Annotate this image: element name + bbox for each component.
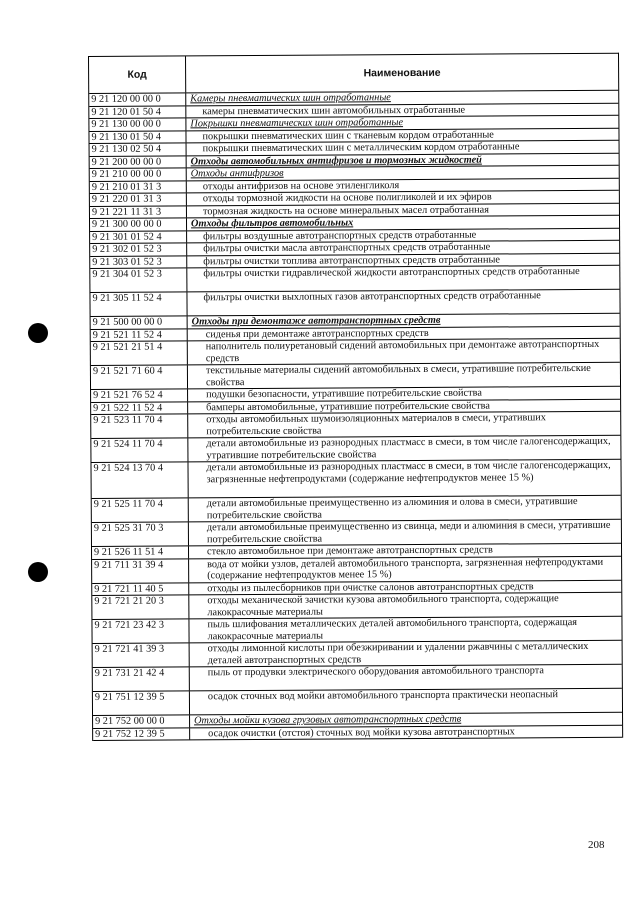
row-code: 9 21 752 12 39 5 — [93, 728, 190, 740]
row-name: отходы автомобильных шумоизоляционных материалов в смеси, утративших потребительские свойства — [206, 412, 546, 437]
table-row — [93, 641, 622, 668]
row-code: 9 21 221 11 31 3 — [90, 206, 187, 218]
row-name: Отходы антифризов — [190, 167, 284, 180]
row-name: пыль от продувки электрического оборудования автомобильного транспорта — [207, 665, 545, 679]
row-code: 9 21 522 11 52 4 — [91, 402, 188, 414]
table-row — [91, 436, 620, 463]
header-code: Код — [89, 56, 186, 93]
row-name: осадок очистки (отстоя) сточных вод мойки кузова автотранспортных — [208, 725, 515, 739]
row-code: 9 21 521 76 52 4 — [91, 389, 188, 401]
row-code: 9 21 523 11 70 4 — [91, 414, 188, 438]
row-name: отходы антифризов на основе этиленгликоля — [202, 179, 400, 192]
row-code: 9 21 752 00 00 0 — [93, 715, 190, 727]
table-row — [92, 520, 621, 547]
row-name: Камеры пневматических шин отработанные — [190, 92, 391, 105]
row-code: 9 21 305 11 52 4 — [90, 292, 187, 316]
table-header — [89, 54, 618, 94]
row-name: покрышки пневматических шин с тканевым кордом отработанные — [202, 129, 494, 142]
row-code: 9 21 120 01 50 4 — [89, 106, 186, 118]
row-code: 9 21 721 11 40 5 — [92, 583, 189, 595]
row-code: 9 21 302 01 52 3 — [90, 243, 187, 255]
table-row — [90, 290, 619, 317]
row-code: 9 21 210 01 31 3 — [90, 181, 187, 193]
row-name: Покрышки пневматических шин отработанные — [190, 117, 404, 130]
row-code: 9 21 731 21 42 4 — [93, 667, 190, 691]
page-number: 208 — [588, 839, 605, 851]
row-code: 9 21 130 01 50 4 — [89, 131, 186, 143]
table-row — [92, 617, 621, 644]
row-code: 9 21 500 00 00 0 — [91, 316, 188, 328]
row-name: отходы тормозной жидкости на основе полигликолей и их эфиров — [202, 191, 492, 205]
table-row — [92, 556, 621, 583]
row-code: 9 21 721 23 42 3 — [92, 619, 189, 643]
row-name: фильтры очистки выхлопных газов автотранспортных средств отработанные — [203, 290, 541, 304]
row-name: вода от мойки узлов, деталей автомобильного транспорта, загрязненная нефтепродуктами (содержание нефтепродуктов менее 15 %) — [207, 556, 604, 582]
row-code: 9 21 521 71 60 4 — [91, 365, 188, 389]
row-name: детали автомобильные преимущественно из алюминия и олова в смеси, утратившие потребительские свойства — [206, 496, 578, 521]
row-code: 9 21 525 11 70 4 — [92, 498, 189, 522]
table-row — [92, 496, 621, 523]
row-name: покрышки пневматических шин с металлическим кордом отработанные — [202, 141, 520, 155]
row-name: бамперы автомобильные, утратившие потребительские свойства — [206, 400, 490, 413]
table-row — [91, 460, 620, 499]
row-name: Отходы фильтров автомобильных — [190, 217, 354, 230]
row-name: подушки безопасности, утратившие потребительские свойства — [206, 387, 482, 401]
row-code: 9 21 120 00 00 0 — [89, 93, 186, 105]
table-row — [93, 665, 622, 692]
row-name: камеры пневматических шин автомобильных отработанные — [202, 104, 466, 117]
table-row — [91, 363, 620, 390]
row-code: 9 21 711 31 39 4 — [92, 559, 189, 583]
waste-classification-table — [88, 53, 623, 741]
header-name: Наименование — [363, 66, 441, 80]
row-name: пыль шлифования металлических деталей автомобильного транспорта, содержащая лакокрасочные материалы — [207, 617, 578, 642]
row-code: 9 21 524 11 70 4 — [91, 438, 188, 462]
row-name: наполнитель полиуретановый сидений автомобильных при демонтаже автотранспортных средств — [205, 338, 600, 364]
row-code: 9 21 721 41 39 3 — [93, 643, 190, 667]
table-row — [91, 412, 620, 439]
row-name: осадок сточных вод мойки автомобильного транспорта практически неопасный — [207, 689, 558, 703]
row-name: тормозная жидкость на основе минеральных масел отработанная — [202, 204, 489, 217]
table-row — [92, 593, 621, 620]
row-name: фильтры очистки топлива автотранспортных средств отработанные — [203, 253, 500, 267]
row-code: 9 21 521 11 52 4 — [91, 329, 188, 341]
row-name: фильтры воздушные автотранспортных средств отработанные — [203, 229, 477, 242]
row-name: детали автомобильные из разнородных пластмасс в смеси, в том числе галогенсодержащих, загрязненные нефтепродуктами (содержание нефтепродуктов менее 15 %) — [206, 459, 611, 485]
table-row — [91, 339, 620, 366]
row-code: 9 21 303 01 52 3 — [90, 256, 187, 268]
row-code: 9 21 130 00 00 0 — [89, 118, 186, 130]
row-code: 9 21 301 01 52 4 — [90, 231, 187, 243]
row-code: 9 21 200 00 00 0 — [90, 156, 187, 168]
row-name: отходы лимонной кислоты при обезжиривании и удалении ржавчины с металлических деталей автотранспортных средств — [207, 640, 589, 666]
row-code: 9 21 220 01 31 3 — [90, 193, 187, 205]
row-code: 9 21 304 01 52 3 — [90, 268, 187, 292]
row-name: Отходы мойки кузова грузовых автотранспортных средств — [194, 713, 462, 727]
row-name: детали автомобильные из разнородных пластмасс в смеси, в том числе галогенсодержащих, утратившие потребительские свойства — [206, 435, 611, 461]
row-name: текстильные материалы сидений автомобильных в смеси, утратившие потребительские свойства — [205, 362, 591, 388]
table-row — [90, 266, 619, 293]
row-name: сиденья при демонтаже автотранспортных средств — [205, 327, 429, 340]
row-code: 9 21 524 13 70 4 — [91, 462, 188, 498]
row-code: 9 21 751 12 39 5 — [93, 691, 190, 715]
table-row — [93, 689, 622, 716]
punch-hole-bottom — [28, 562, 48, 582]
row-code: 9 21 526 11 51 4 — [92, 546, 189, 558]
row-code: 9 21 525 31 70 3 — [92, 522, 189, 546]
row-name: фильтры очистки гидравлической жидкости автотранспортных средств отработанные — [203, 266, 580, 280]
row-code: 9 21 721 21 20 3 — [92, 595, 189, 619]
row-name: фильтры очистки масла автотранспортных средств отработанные — [203, 241, 491, 255]
row-name: Отходы автомобильных антифризов и тормозных жидкостей — [190, 154, 482, 167]
table-row — [93, 725, 622, 741]
row-name: Отходы при демонтаже автотранспортных средств — [191, 314, 441, 328]
row-code: 9 21 130 02 50 4 — [90, 143, 187, 155]
punch-hole-top — [28, 323, 48, 343]
row-name: отходы из пылесборников при очистке салонов автотранспортных средств — [207, 580, 534, 594]
table-body — [89, 91, 622, 741]
row-name: отходы механической зачистки кузова автомобильного транспорта, содержащие лакокрасочные материалы — [207, 593, 559, 618]
row-name: детали автомобильные преимущественно из свинца, меди и алюминия в смеси, утратившие потребительские свойства — [206, 519, 611, 545]
row-code: 9 21 300 00 00 0 — [90, 218, 187, 230]
row-name: стекло автомобильное при демонтаже автотранспортных средств — [206, 544, 493, 558]
row-code: 9 21 521 21 51 4 — [91, 341, 188, 365]
row-code: 9 21 210 00 00 0 — [90, 168, 187, 180]
